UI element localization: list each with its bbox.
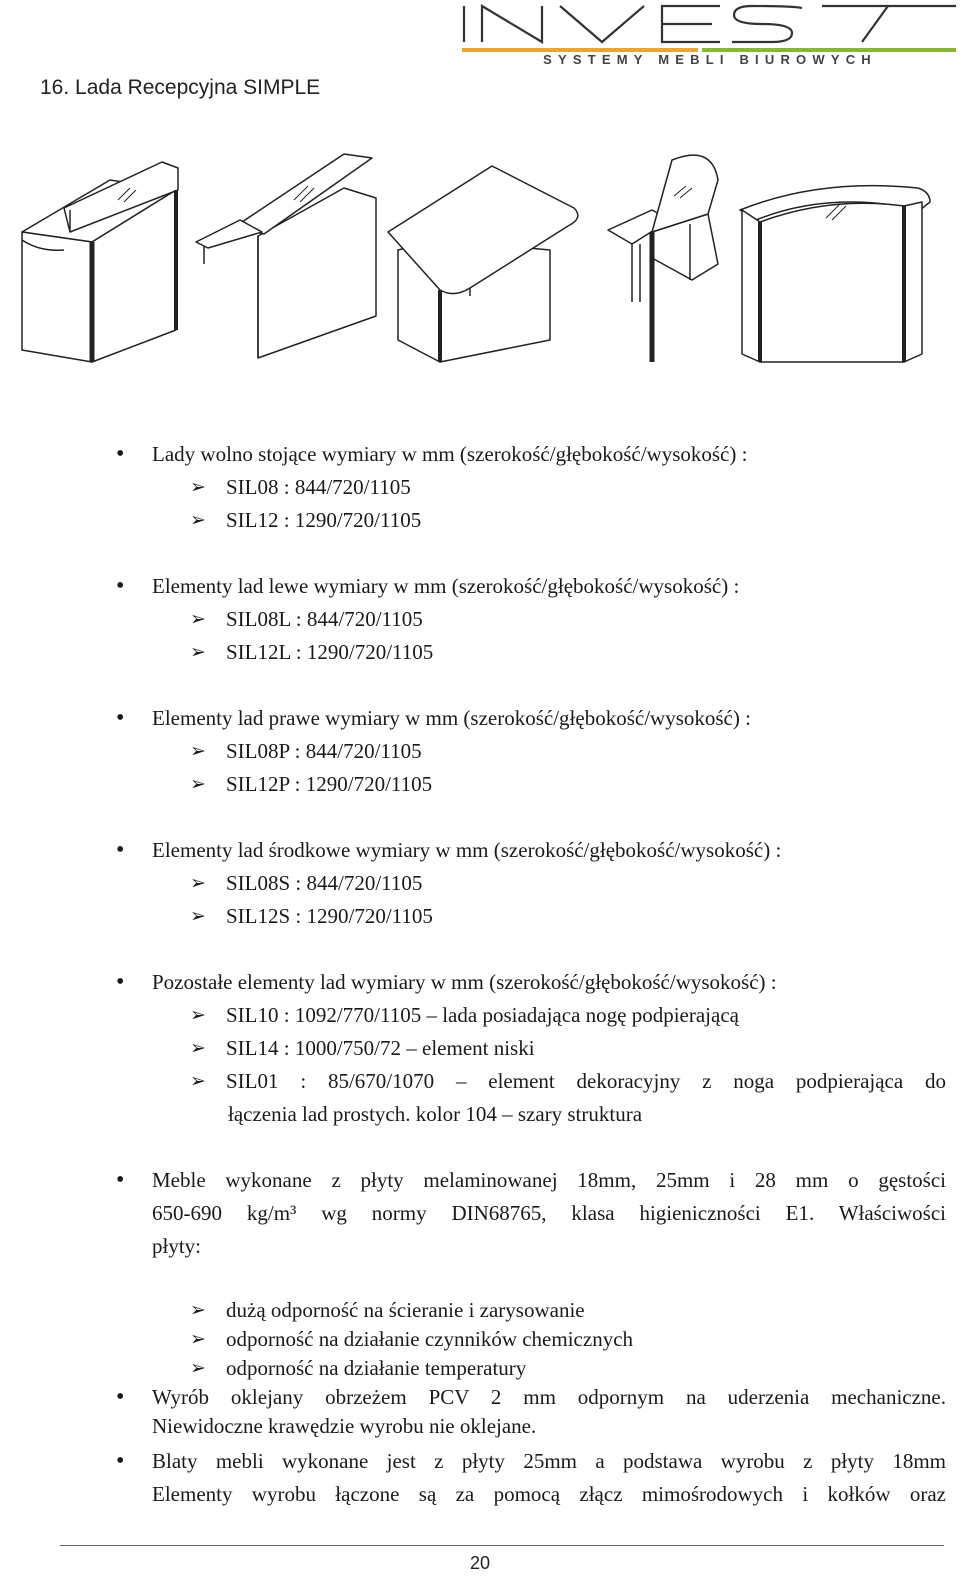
list-item: ➢ SIL08 : 844/720/1105 bbox=[0, 471, 960, 504]
list-item: ➢ SIL01 : 85/670/1070 – element dekoracyjny z noga podpierająca do bbox=[0, 1065, 960, 1098]
section-heading: • Pozostałe elementy lad wymiary w mm (szerokość/głębokość/wysokość) : bbox=[0, 966, 960, 999]
property-item: ➢ dużą odporność na ścieranie i zarysowanie bbox=[0, 1296, 960, 1325]
section-materials bbox=[0, 1164, 960, 1511]
desk-illustration-1 bbox=[22, 162, 178, 362]
desk-illustration-2 bbox=[196, 154, 376, 358]
tops-line: Elementy wyrobu łączone są za pomocą złącz mimośrodowych i kołków oraz bbox=[152, 1482, 946, 1506]
section-freestanding bbox=[0, 438, 960, 537]
footer-divider bbox=[60, 1545, 944, 1546]
materials-line: • Meble wykonane z płyty melaminowanej 18mm, 25mm i 28 mm o gęstości bbox=[0, 1164, 960, 1197]
section-heading: • Elementy lad lewe wymiary w mm (szerokość/głębokość/wysokość) : bbox=[0, 570, 960, 603]
property-item: ➢ odporność na działanie temperatury bbox=[0, 1354, 960, 1383]
edging-line: Niewidoczne krawędzie wyrobu nie oklejane. bbox=[152, 1414, 537, 1438]
list-item: ➢ SIL08S : 844/720/1105 bbox=[0, 867, 960, 900]
list-item: ➢ SIL10 : 1092/770/1105 – lada posiadająca nogę podpierającą bbox=[0, 999, 960, 1032]
section-middle-elements bbox=[0, 834, 960, 933]
edging-line: • Wyrób oklejany obrzeżem PCV 2 mm odpornym na uderzenia mechaniczne. bbox=[0, 1383, 960, 1412]
section-left-elements bbox=[0, 570, 960, 669]
logo-subtitle: SYSTEMY MEBLI BIUROWYCH bbox=[543, 52, 877, 67]
list-item: ➢ SIL12L : 1290/720/1105 bbox=[0, 636, 960, 669]
section-heading: • Lady wolno stojące wymiary w mm (szerokość/głębokość/wysokość) : bbox=[0, 438, 960, 471]
page-number: 20 bbox=[469, 1553, 491, 1573]
list-item: ➢ SIL12S : 1290/720/1105 bbox=[0, 900, 960, 933]
section-heading: • Elementy lad środkowe wymiary w mm (szerokość/głębokość/wysokość) : bbox=[0, 834, 960, 867]
section-other-elements bbox=[0, 966, 960, 1131]
spec-content bbox=[0, 438, 960, 1544]
list-item: ➢ SIL12P : 1290/720/1105 bbox=[0, 768, 960, 801]
page-title: 16. Lada Recepcyjna SIMPLE bbox=[40, 76, 321, 99]
section-right-elements bbox=[0, 702, 960, 801]
product-illustrations bbox=[0, 140, 960, 380]
desk-illustration-3 bbox=[388, 166, 578, 362]
materials-line: płyty: bbox=[152, 1234, 202, 1258]
property-item: ➢ odporność na działanie czynników chemicznych bbox=[0, 1325, 960, 1354]
section-heading: • Elementy lad prawe wymiary w mm (szerokość/głębokość/wysokość) : bbox=[0, 702, 960, 735]
list-item: ➢ SIL14 : 1000/750/72 – element niski bbox=[0, 1032, 960, 1065]
list-item: ➢ SIL12 : 1290/720/1105 bbox=[0, 504, 960, 537]
list-item: ➢ SIL08L : 844/720/1105 bbox=[0, 603, 960, 636]
list-item-continuation: łączenia lad prostych. kolor 104 – szary struktura bbox=[228, 1102, 643, 1126]
materials-line: 650-690 kg/m³ wg normy DIN68765, klasa higieniczności E1. Właściwości bbox=[152, 1201, 946, 1225]
desk-illustration-5 bbox=[740, 186, 930, 362]
list-item: ➢ SIL08P : 844/720/1105 bbox=[0, 735, 960, 768]
tops-line: • Blaty mebli wykonane jest z płyty 25mm a podstawa wyrobu z płyty 18mm bbox=[0, 1445, 960, 1478]
desk-illustration-4 bbox=[608, 155, 718, 362]
